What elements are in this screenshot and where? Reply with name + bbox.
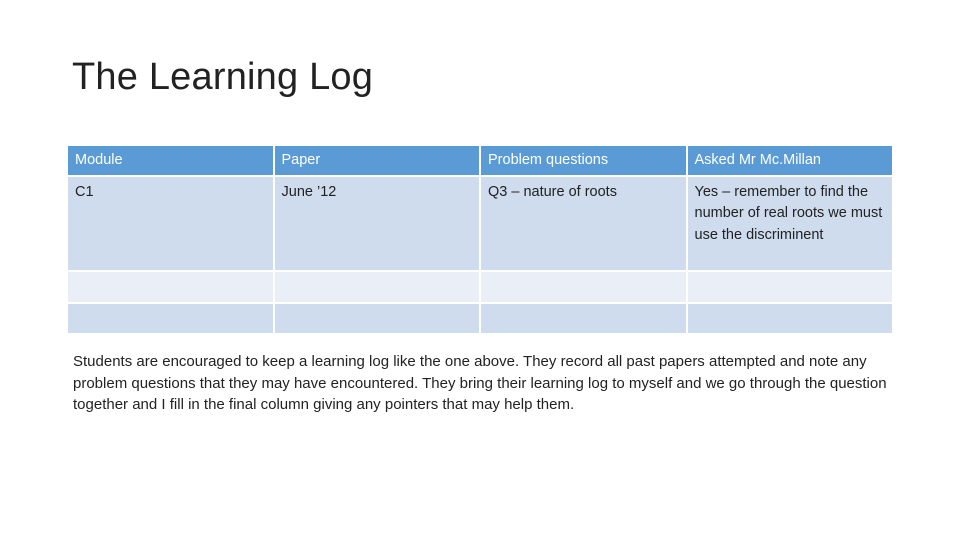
cell-module (67, 271, 274, 303)
cell-module: C1 (67, 176, 274, 271)
table-row (67, 176, 893, 271)
cell-paper (274, 303, 481, 334)
cell-module (67, 303, 274, 334)
header-module: Module (67, 145, 274, 176)
description-paragraph: Students are encouraged to keep a learning log like the one above. They record all past papers attempted and note any problem questions that they may have encountered. They bring their learning log to myself and we go through the question together and I fill in the final column giving any pointers that may help them. (73, 353, 887, 413)
cell-teacher-response (687, 271, 894, 303)
cell-problem-question: Q3 – nature of roots (480, 176, 687, 271)
table-header-row (67, 145, 893, 176)
cell-paper: June ’12 (274, 176, 481, 271)
header-problem-questions: Problem questions (480, 145, 687, 176)
slide-title: The Learning Log (72, 56, 374, 98)
table-row (67, 271, 893, 303)
header-asked-teacher: Asked Mr Mc.Millan (687, 145, 894, 176)
cell-problem-question (480, 271, 687, 303)
table-row (67, 303, 893, 334)
cell-teacher-response: Yes – remember to find the number of real roots we must use the discriminent (687, 176, 894, 271)
header-paper: Paper (274, 145, 481, 176)
cell-problem-question (480, 303, 687, 334)
cell-teacher-response (687, 303, 894, 334)
learning-log-table (66, 144, 894, 335)
cell-paper (274, 271, 481, 303)
